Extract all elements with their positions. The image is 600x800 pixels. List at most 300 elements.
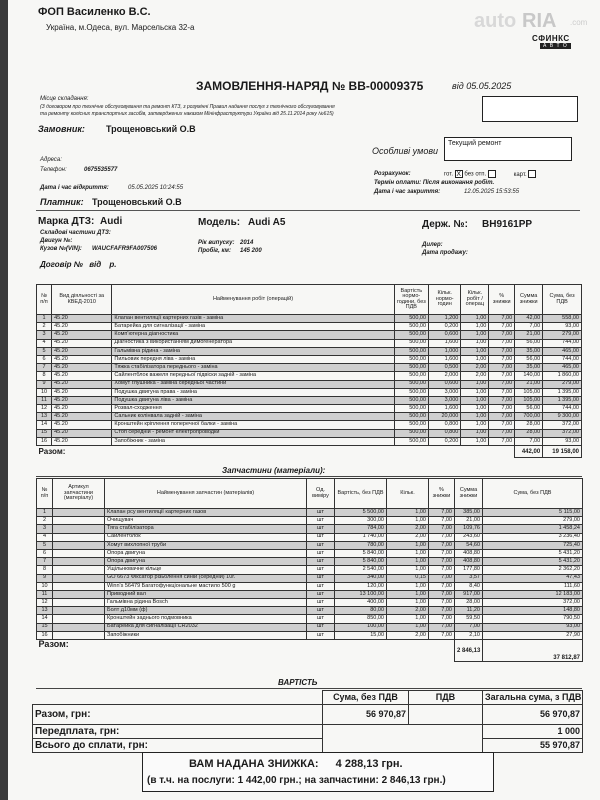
parts-header-4: Вартість, без ПДВ xyxy=(335,479,387,509)
parts-cell-0: 13 xyxy=(37,607,53,615)
parts-cell-8: 1 458,24 xyxy=(483,525,583,533)
works-header-7: Сумма знижки xyxy=(515,285,543,315)
parts-cell-6: 7,00 xyxy=(429,590,455,598)
works-header-1: Вид діяльності за КВЕД-2010 xyxy=(52,285,112,315)
works-cell-1: 45.20 xyxy=(52,388,112,396)
mileage-label: Пробіг, км: xyxy=(198,248,231,254)
parts-cell-2: Ущільнювачне кільце xyxy=(105,566,307,574)
works-cell-1: 45.20 xyxy=(52,437,112,445)
parts-cell-5: 1,00 xyxy=(387,582,429,590)
parts-cell-1 xyxy=(53,599,105,607)
works-cell-7: 105,00 xyxy=(515,388,543,396)
watermark-suffix: .com xyxy=(570,18,588,27)
parts-cell-3: шт xyxy=(307,631,335,639)
parts-cell-5: 0,15 xyxy=(387,574,429,582)
works-cell-5: 1,00 xyxy=(461,388,489,396)
works-cell-7: 21,00 xyxy=(515,380,543,388)
parts-cell-7: 109,76 xyxy=(455,525,483,533)
parts-cell-8: 790,50 xyxy=(483,615,583,623)
works-cell-5: 1,00 xyxy=(461,429,489,437)
work-row xyxy=(37,315,582,323)
works-cell-0: 13 xyxy=(37,413,52,421)
works-cell-4: 0,600 xyxy=(429,380,461,388)
works-cell-4: 1,000 xyxy=(429,347,461,355)
parts-cell-3: шт xyxy=(307,558,335,566)
works-cell-6: 7,00 xyxy=(489,339,515,347)
parts-cell-6: 7,00 xyxy=(429,549,455,557)
payer-name: Трощеновський О.В xyxy=(92,197,182,207)
parts-cell-5: 2,00 xyxy=(387,607,429,615)
parts-cell-5: 1,00 xyxy=(387,590,429,598)
open-value: 05.05.2025 10:24:55 xyxy=(128,185,184,191)
special-conditions-value: Текущий ремонт xyxy=(448,140,502,147)
parts-cell-7: 3,57 xyxy=(455,574,483,582)
parts-cell-0: 5 xyxy=(37,541,53,549)
works-cell-5: 1,00 xyxy=(461,421,489,429)
settlement-label: Розрахунок: xyxy=(374,171,411,177)
works-cell-8: 1 395,00 xyxy=(543,396,582,404)
works-cell-3: 500,00 xyxy=(394,396,428,404)
works-cell-3: 500,00 xyxy=(394,388,428,396)
works-cell-2: Комп'ютерна діагностика xyxy=(112,331,394,339)
parts-cell-8: 5 115,00 xyxy=(483,509,583,517)
parts-total-sum: 37 812,87 xyxy=(483,640,583,662)
parts-cell-4: 780,00 xyxy=(335,541,387,549)
work-row xyxy=(37,323,582,331)
works-cell-0: 8 xyxy=(37,372,52,380)
work-row xyxy=(37,372,582,380)
parts-cell-2: GO 6673 Фіксатор різьблення синій (середній) 10г. xyxy=(105,574,307,582)
year-value: 2014 xyxy=(240,240,254,246)
brand-logo xyxy=(474,6,594,49)
parts-cell-6: 7,00 xyxy=(429,509,455,517)
parts-cell-4: 340,00 xyxy=(335,574,387,582)
discount-line2: (в т.ч. на послуги: 1 442,00 грн.; на запчастини: 2 846,13 грн.) xyxy=(147,775,446,786)
works-cell-3: 500,00 xyxy=(394,339,428,347)
parts-cell-8: 5 431,20 xyxy=(483,549,583,557)
parts-cell-3: шт xyxy=(307,599,335,607)
works-header-6: % знижки xyxy=(489,285,515,315)
works-cell-0: 2 xyxy=(37,323,52,331)
parts-cell-5: 1,00 xyxy=(387,558,429,566)
parts-cell-0: 14 xyxy=(37,615,53,623)
works-cell-3: 500,00 xyxy=(394,437,428,445)
works-cell-4: 0,800 xyxy=(429,429,461,437)
parts-cell-1 xyxy=(53,566,105,574)
works-cell-0: 3 xyxy=(37,331,52,339)
vin-value: WAUCFAFR9FA007506 xyxy=(92,246,158,252)
parts-cell-2: Батарейка для сигналізації CR2032 xyxy=(105,623,307,631)
parts-cell-1 xyxy=(53,558,105,566)
noncash-checkbox[interactable] xyxy=(488,170,496,178)
parts-cell-0: 6 xyxy=(37,549,53,557)
works-cell-5: 1,00 xyxy=(461,405,489,413)
works-cell-1: 45.20 xyxy=(52,380,112,388)
works-cell-8: 465,00 xyxy=(543,364,582,372)
works-cell-6: 7,00 xyxy=(489,364,515,372)
works-total-label: Разом: xyxy=(37,446,515,458)
plate-label: Держ. №: xyxy=(422,219,468,230)
work-row xyxy=(37,396,582,404)
parts-cell-0: 4 xyxy=(37,533,53,541)
works-cell-4: 2,000 xyxy=(429,372,461,380)
works-cell-4: 0,600 xyxy=(429,331,461,339)
part-row xyxy=(37,599,583,607)
watermark-ria: RIA xyxy=(522,10,557,32)
parts-cell-7: 408,80 xyxy=(455,558,483,566)
works-cell-8: 465,00 xyxy=(543,347,582,355)
parts-cell-8: 279,00 xyxy=(483,517,583,525)
parts-cell-0: 8 xyxy=(37,566,53,574)
part-row xyxy=(37,631,583,639)
works-cell-8: 93,00 xyxy=(543,437,582,445)
parts-cell-3: шт xyxy=(307,574,335,582)
parts-cell-1 xyxy=(53,549,105,557)
parts-cell-3: шт xyxy=(307,582,335,590)
parts-cell-4: 300,00 xyxy=(335,517,387,525)
works-cell-7: 42,00 xyxy=(515,315,543,323)
works-cell-4: 1,600 xyxy=(429,339,461,347)
works-cell-3: 500,00 xyxy=(394,429,428,437)
parts-cell-2: Тяга стабілізатора xyxy=(105,525,307,533)
discount-line1 xyxy=(189,758,403,770)
parts-cell-5: 2,00 xyxy=(387,533,429,541)
works-cell-7: 35,00 xyxy=(515,347,543,355)
works-cell-0: 15 xyxy=(37,429,52,437)
works-cell-0: 14 xyxy=(37,421,52,429)
parts-table xyxy=(36,478,583,662)
special-conditions-label: Особливі умови xyxy=(372,146,439,156)
cost-total-sum: 56 970,87 xyxy=(323,705,409,725)
works-cell-4: 0,200 xyxy=(429,437,461,445)
part-row xyxy=(37,509,583,517)
dealer-label: Дилер: xyxy=(422,242,443,248)
parts-cell-3: шт xyxy=(307,607,335,615)
works-cell-1: 45.20 xyxy=(52,315,112,323)
parts-cell-2: Опора двигуна xyxy=(105,549,307,557)
works-cell-7: 28,00 xyxy=(515,421,543,429)
prepay-value: 1 000 xyxy=(483,725,583,739)
works-cell-6: 7,00 xyxy=(489,421,515,429)
work-row xyxy=(37,405,582,413)
cost-col-total: Загальна сума, з ПДВ xyxy=(483,691,583,705)
works-cell-6: 7,00 xyxy=(489,315,515,323)
works-cell-8: 93,00 xyxy=(543,323,582,331)
work-row xyxy=(37,413,582,421)
discount-label: ВАМ НАДАНА ЗНИЖКА: xyxy=(189,758,319,770)
parts-cell-0: 2 xyxy=(37,517,53,525)
parts-cell-5: 2,00 xyxy=(387,631,429,639)
works-cell-6: 7,00 xyxy=(489,388,515,396)
order-number-label: № xyxy=(331,79,346,93)
parts-cell-2: Болт д10мм (ф) xyxy=(105,607,307,615)
parts-cell-3: шт xyxy=(307,566,335,574)
works-cell-0: 12 xyxy=(37,405,52,413)
noncash-label: без отп. xyxy=(464,171,487,178)
open-label: Дата і час відкриття: xyxy=(40,185,109,191)
works-cell-5: 1,00 xyxy=(461,339,489,347)
works-cell-7: 140,00 xyxy=(515,372,543,380)
works-cell-7: 7,00 xyxy=(515,437,543,445)
parts-cell-2: Гальмівна рідина Bosch xyxy=(105,599,307,607)
parts-cell-7: 8,40 xyxy=(455,582,483,590)
parts-cell-2: Приводний вал xyxy=(105,590,307,598)
works-cell-5: 1,00 xyxy=(461,315,489,323)
parts-cell-7: 7,00 xyxy=(455,623,483,631)
cost-title: ВАРТІСТЬ xyxy=(278,678,318,687)
works-cell-0: 9 xyxy=(37,380,52,388)
order-date xyxy=(452,81,511,91)
parts-cell-1 xyxy=(53,615,105,623)
order-title xyxy=(196,79,423,93)
works-cell-6: 7,00 xyxy=(489,437,515,445)
parts-cell-7: 243,60 xyxy=(455,533,483,541)
parts-cell-2: Кронштейн заднього подмовника xyxy=(105,615,307,623)
works-cell-3: 500,00 xyxy=(394,421,428,429)
parts-cell-7: 917,00 xyxy=(455,590,483,598)
works-cell-7: 700,00 xyxy=(515,413,543,421)
part-row xyxy=(37,566,583,574)
model-label: Модель: xyxy=(198,217,241,228)
parts-cell-0: 3 xyxy=(37,525,53,533)
parts-cell-5: 1,00 xyxy=(387,623,429,631)
works-cell-0: 16 xyxy=(37,437,52,445)
order-title-text: ЗАМОВЛЕННЯ-НАРЯД xyxy=(196,79,329,93)
parts-cell-8: 372,00 xyxy=(483,599,583,607)
parts-cell-5: 1,00 xyxy=(387,599,429,607)
works-cell-1: 45.20 xyxy=(52,372,112,380)
work-row xyxy=(37,331,582,339)
order-number: ВВ-00009375 xyxy=(348,79,424,93)
works-cell-3: 500,00 xyxy=(394,380,428,388)
works-header-8: Сума, без ПДВ xyxy=(543,285,582,315)
works-cell-6: 7,00 xyxy=(489,429,515,437)
cost-divider xyxy=(36,688,582,689)
mileage-value: 145 200 xyxy=(240,248,262,254)
works-total-discount: 442,00 xyxy=(515,446,543,458)
works-cell-6: 7,00 xyxy=(489,331,515,339)
works-cell-1: 45.20 xyxy=(52,331,112,339)
works-cell-5: 1,00 xyxy=(461,355,489,363)
works-cell-0: 10 xyxy=(37,388,52,396)
parts-cell-1 xyxy=(53,582,105,590)
works-cell-4: 3,000 xyxy=(429,388,461,396)
works-cell-1: 45.20 xyxy=(52,413,112,421)
part-row xyxy=(37,525,583,533)
customer-label: Замовник: xyxy=(38,124,85,134)
works-cell-5: 1,00 xyxy=(461,437,489,445)
works-cell-0: 4 xyxy=(37,339,52,347)
works-cell-3: 500,00 xyxy=(394,372,428,380)
works-cell-2: Розвал-сходження xyxy=(112,405,394,413)
works-cell-7: 105,00 xyxy=(515,396,543,404)
works-cell-2: Батарейка для сигналізації - заміна xyxy=(112,323,394,331)
parts-cell-8: 5 431,20 xyxy=(483,558,583,566)
parts-cell-4: 400,00 xyxy=(335,599,387,607)
engine-label: Двигун №: xyxy=(40,238,73,244)
parts-cell-4: 120,00 xyxy=(335,582,387,590)
card-checkbox[interactable] xyxy=(528,170,536,178)
parts-cell-4: 850,00 xyxy=(335,615,387,623)
parts-cell-1 xyxy=(53,541,105,549)
contract-suffix: р. xyxy=(109,260,117,269)
works-cell-5: 2,00 xyxy=(461,372,489,380)
partner-sub: А В Т О xyxy=(540,43,571,49)
parts-cell-8: 111,60 xyxy=(483,582,583,590)
parts-cell-7: 2,10 xyxy=(455,631,483,639)
works-cell-1: 45.20 xyxy=(52,405,112,413)
part-row xyxy=(37,517,583,525)
parts-cell-2: Сайлентблок xyxy=(105,533,307,541)
discount-box xyxy=(142,752,494,792)
terms-value: Після виконання робіт. xyxy=(422,180,495,186)
parts-cell-0: 7 xyxy=(37,558,53,566)
parts-cell-5: 1,00 xyxy=(387,517,429,525)
works-cell-2: Сайлентблок важеля передньої підвіски задній - заміна xyxy=(112,372,394,380)
works-cell-4: 20,000 xyxy=(429,413,461,421)
legal-note-1: (З договором про технічне обслуговування та ремонт КТЗ, з розумінні Правил надання послуг з технічного обслуговування xyxy=(40,104,335,110)
parts-cell-5: 1,00 xyxy=(387,615,429,623)
place-label: Місце складання: xyxy=(40,96,89,102)
works-header-4: Кільк. нормо-годин xyxy=(429,285,461,315)
part-row xyxy=(37,541,583,549)
parts-cell-4: 5 500,00 xyxy=(335,509,387,517)
works-header-0: № п/п xyxy=(37,285,52,315)
works-cell-6: 7,00 xyxy=(489,347,515,355)
works-cell-1: 45.20 xyxy=(52,347,112,355)
works-cell-2: Подушка двигуна права - заміна xyxy=(112,388,394,396)
works-cell-3: 500,00 xyxy=(394,347,428,355)
parts-cell-0: 11 xyxy=(37,590,53,598)
order-date-value: 05.05.2025 xyxy=(466,81,512,91)
make-label: Марка ДТЗ: xyxy=(38,216,95,227)
part-row xyxy=(37,590,583,598)
parts-total-discount: 2 846,13 xyxy=(455,640,483,662)
part-row xyxy=(37,558,583,566)
works-header-5: Кільк. робіт / операц xyxy=(461,285,489,315)
works-header-2: Найменування робіт (операцій) xyxy=(112,285,394,315)
cost-table xyxy=(32,690,583,753)
works-cell-3: 500,00 xyxy=(394,405,428,413)
works-cell-7: 7,00 xyxy=(515,323,543,331)
parts-cell-2: Winn's 56479 Багатофункціональне мастило 500 g xyxy=(105,582,307,590)
parts-cell-2: Хомут вихлопної труби xyxy=(105,541,307,549)
parts-cell-8: 148,80 xyxy=(483,607,583,615)
works-cell-4: 1,200 xyxy=(429,315,461,323)
parts-cell-0: 1 xyxy=(37,509,53,517)
parts-cell-6: 7,00 xyxy=(429,623,455,631)
part-row xyxy=(37,533,583,541)
contract-from: від xyxy=(89,260,102,269)
works-cell-7: 21,00 xyxy=(515,331,543,339)
cost-total-label: Разом, грн: xyxy=(33,705,323,725)
parts-cell-3: шт xyxy=(307,533,335,541)
works-cell-2: Пильовик передня ліва - заміна xyxy=(112,355,394,363)
works-cell-1: 45.20 xyxy=(52,396,112,404)
parts-cell-3: шт xyxy=(307,623,335,631)
works-cell-5: 2,00 xyxy=(461,364,489,372)
discount-value: 4 288,13 грн. xyxy=(335,758,403,770)
works-cell-8: 372,00 xyxy=(543,421,582,429)
parts-cell-2: Клапан рсу вентиляції картерних газов xyxy=(105,509,307,517)
make-value: Audi xyxy=(100,216,123,227)
parts-total-label: Разом: xyxy=(37,640,455,662)
contract-label: Договір № xyxy=(40,260,83,269)
parts-cell-7: 54,60 xyxy=(455,541,483,549)
parts-cell-6: 7,00 xyxy=(429,525,455,533)
parts-cell-6: 7,00 xyxy=(429,599,455,607)
works-cell-4: 0,200 xyxy=(429,323,461,331)
parts-cell-3: шт xyxy=(307,517,335,525)
topay-value: 55 970,87 xyxy=(483,739,583,753)
parts-cell-8: 47,43 xyxy=(483,574,583,582)
works-cell-0: 7 xyxy=(37,364,52,372)
parts-cell-7: 11,20 xyxy=(455,607,483,615)
company-address: Україна, м.Одеса, вул. Марсельска 32-а xyxy=(46,23,195,32)
works-cell-0: 1 xyxy=(37,315,52,323)
parts-cell-8: 725,40 xyxy=(483,541,583,549)
work-row xyxy=(37,339,582,347)
phone-label: Телефон: xyxy=(40,167,67,173)
works-cell-8: 279,00 xyxy=(543,331,582,339)
works-cell-7: 56,00 xyxy=(515,405,543,413)
parts-cell-1 xyxy=(53,509,105,517)
cost-col-sum: Сума, без ПДВ xyxy=(323,691,409,705)
cash-checkbox[interactable]: X xyxy=(456,171,462,178)
cost-col-vat: ПДВ xyxy=(409,691,483,705)
works-table xyxy=(36,284,582,458)
model-value: Audi A5 xyxy=(248,217,286,228)
works-cell-0: 11 xyxy=(37,396,52,404)
legal-note-2: та ремонту колісних транспортних засобів, затверджених наказом Мінінфраструктури України від 25.11.2014 року №615) xyxy=(40,111,334,117)
works-cell-5: 1,00 xyxy=(461,331,489,339)
parts-cell-1 xyxy=(53,590,105,598)
parts-cell-5: 1,00 xyxy=(387,566,429,574)
parts-cell-4: 2 540,00 xyxy=(335,566,387,574)
works-cell-5: 1,00 xyxy=(461,380,489,388)
parts-cell-7: 28,00 xyxy=(455,599,483,607)
works-cell-8: 1 860,00 xyxy=(543,372,582,380)
parts-label: Складові частини ДТЗ: xyxy=(40,230,111,236)
works-cell-2: Тяжка стабілізатора переднього - заміна xyxy=(112,364,394,372)
works-cell-5: 1,00 xyxy=(461,396,489,404)
parts-cell-5: 1,00 xyxy=(387,549,429,557)
work-row xyxy=(37,347,582,355)
year-label: Рік випуску: xyxy=(198,240,235,246)
works-cell-3: 500,00 xyxy=(394,364,428,372)
parts-cell-6: 7,00 xyxy=(429,566,455,574)
works-cell-8: 558,00 xyxy=(543,315,582,323)
works-cell-0: 6 xyxy=(37,355,52,363)
parts-section-title: Запчастини (матеріали): xyxy=(222,466,326,475)
works-cell-7: 35,00 xyxy=(515,364,543,372)
watermark-auto: auto xyxy=(474,10,517,32)
works-cell-1: 45.20 xyxy=(52,364,112,372)
parts-cell-7: 21,00 xyxy=(455,517,483,525)
parts-cell-2: Очищувач xyxy=(105,517,307,525)
works-cell-8: 1 395,00 xyxy=(543,388,582,396)
works-cell-6: 7,00 xyxy=(489,405,515,413)
parts-cell-4: 784,00 xyxy=(335,525,387,533)
parts-cell-1 xyxy=(53,574,105,582)
parts-cell-1 xyxy=(53,607,105,615)
works-cell-2: Сальник колінвала задній - заміна xyxy=(112,413,394,421)
parts-cell-4: 80,00 xyxy=(335,607,387,615)
parts-cell-5: 1,00 xyxy=(387,509,429,517)
parts-cell-4: 100,00 xyxy=(335,623,387,631)
works-cell-6: 7,00 xyxy=(489,396,515,404)
contract-line xyxy=(40,260,117,269)
